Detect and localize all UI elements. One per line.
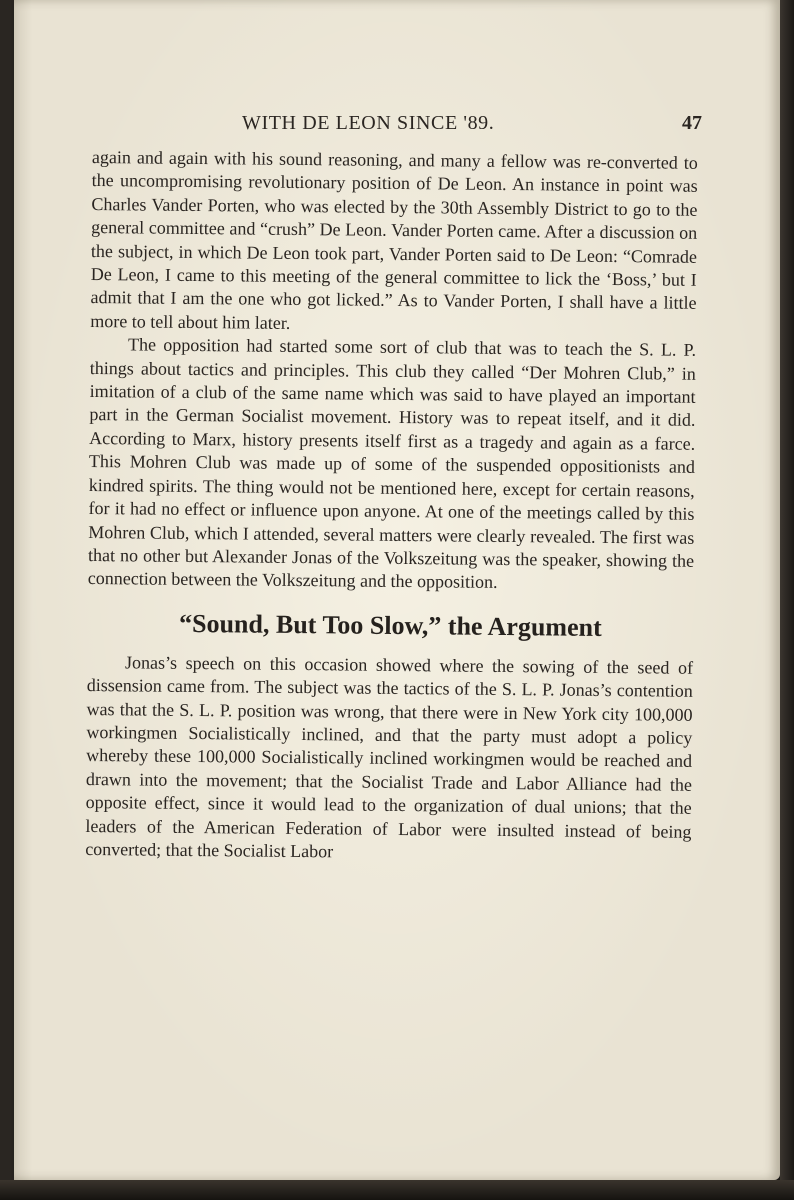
book-page: [14, 0, 780, 1180]
paragraph: The opposition had started some sort of club that was to teach the S. L. P. things about tactics and principles. This club they called “Der Mohren Club,” in imitation of a club of the same name which was said to have played an important part in the German Socialist movement. History was to repeat itself, and it did. According to Marx, history presents itself first as a tragedy and again as a farce. This Mohren Club was made up of some of the suspended oppositionists and kindred spirits. The thing would not be mentioned here, except for certain reasons, for it had no effect or influence upon anyone. At one of the meetings called by this Mohren Club, which I attended, several matters were clearly revealed. The first was that no other but Alexander Jonas of the Volkszeitung was the speaker, showing the connection between the Volkszeitung and the opposition.: [87, 334, 697, 593]
page-number: 47: [682, 112, 702, 134]
section-heading: “Sound, But Too Slow,” the Argument: [178, 608, 602, 642]
page-edge-shadow-right: [780, 0, 794, 1200]
running-head: [242, 112, 702, 140]
paragraph: Jonas’s speech on this occasion showed where the sowing of the seed of dissension came from. The subject was the tactics of the S. L. P. Jonas’s contention was that the S. L. P. position was wrong, that there were in New York city 100,000 workingmen Socialistically inclined, and that the party must adopt a policy whereby these 100,000 Socialistically inclined workingmen would be reached and drawn into the movement; that the Socialist Trade and Labor Alliance had the opposite effect, since it would lead to the organization of dual unions; that the leaders of the American Federation of Labor were insulted instead of being converted; that the Socialist Labor: [85, 652, 694, 862]
page-edge-shadow-bottom: [0, 1180, 794, 1200]
running-title: WITH DE LEON SINCE '89.: [242, 112, 495, 134]
body-text: [85, 146, 698, 867]
paragraph: again and again with his sound reasoning, and many a fellow was re-converted to the uncompromising revolutionary position of De Leon. An instance in point was Charles Vander Porten, who was elected by the 30th Assembly District to go to the general committee and “crush” De Leon. Vander Porten came. After a discussion on the subject, in which De Leon took part, Vander Porten said to De Leon: “Comrade De Leon, I came to this meeting of the general committee to lick the ‘Boss,’ but I admit that I am the one who got licked.” As to Vander Porten, I shall have a little more to tell about him later.: [90, 146, 698, 333]
